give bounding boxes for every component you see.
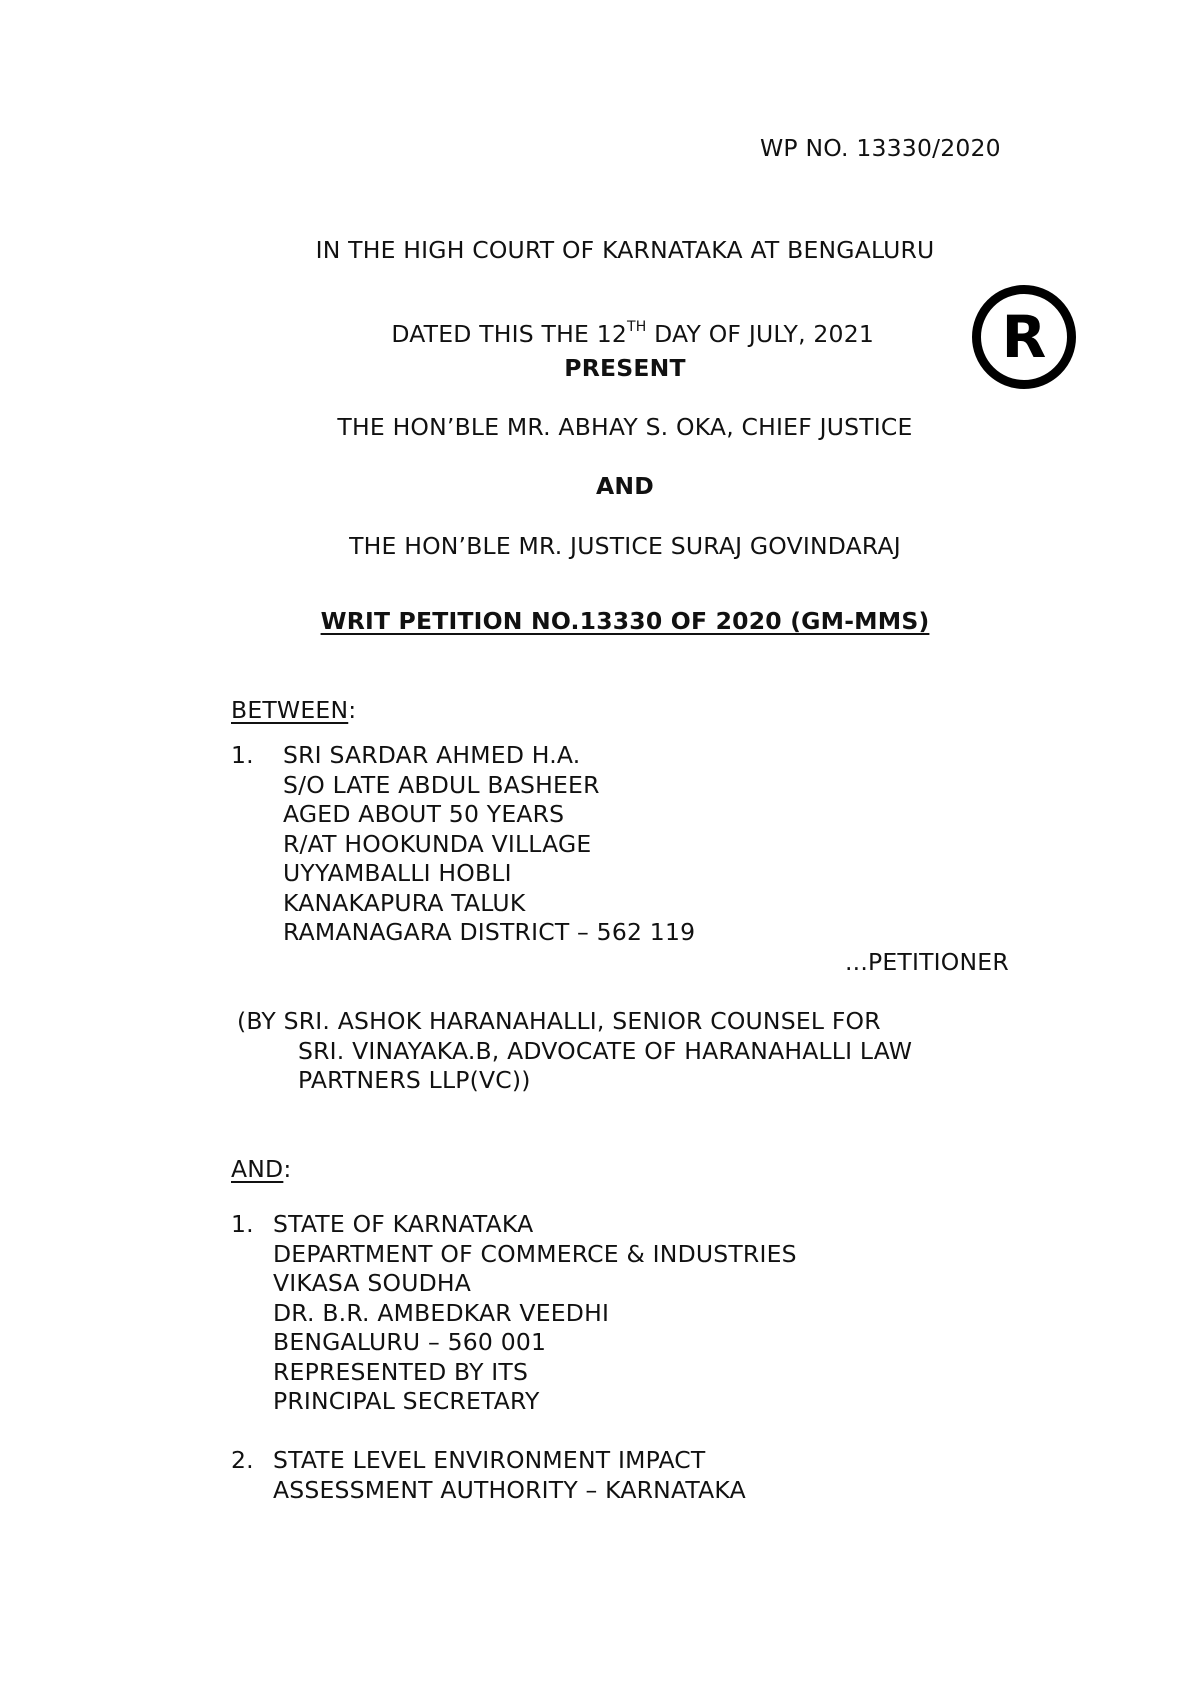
counsel-line: (BY SRI. ASHOK HARANAHALLI, SENIOR COUNSEL FOR	[237, 1007, 881, 1035]
respondent-line: REPRESENTED BY ITS	[273, 1358, 529, 1386]
date-suffix: DAY OF JULY, 2021	[646, 319, 875, 348]
and-label	[231, 1155, 292, 1183]
respondent-line: STATE OF KARNATAKA	[273, 1210, 534, 1238]
respondent-line: BENGALURU – 560 001	[273, 1328, 547, 1356]
petition-title: WRIT PETITION NO.13330 OF 2020 (GM-MMS)	[320, 607, 930, 635]
between-label	[231, 696, 357, 724]
between-colon: :	[348, 696, 357, 724]
respondent-line: STATE LEVEL ENVIRONMENT IMPACT	[273, 1446, 706, 1474]
petitioner-role: ...PETITIONER	[845, 948, 1009, 976]
respondent-line: VIKASA SOUDHA	[273, 1269, 472, 1297]
and-text: AND	[231, 1155, 284, 1183]
case-reference: WP NO. 13330/2020	[760, 134, 1001, 162]
petitioner-line: KANAKAPURA TALUK	[283, 889, 526, 917]
petitioner-line: RAMANAGARA DISTRICT – 562 119	[283, 918, 696, 946]
respondent-1-number: 1.	[231, 1210, 254, 1238]
and-heading: AND	[596, 472, 654, 500]
petitioner-line: SRI SARDAR AHMED H.A.	[283, 741, 581, 769]
respondent-line: DEPARTMENT OF COMMERCE & INDUSTRIES	[273, 1240, 797, 1268]
counsel-line: SRI. VINAYAKA.B, ADVOCATE OF HARANAHALLI LAW	[298, 1037, 913, 1065]
judge-1: THE HON’BLE MR. ABHAY S. OKA, CHIEF JUSTICE	[337, 413, 913, 441]
between-text: BETWEEN	[231, 696, 349, 724]
petitioner-line: UYYAMBALLI HOBLI	[283, 859, 512, 887]
judge-2: THE HON’BLE MR. JUSTICE SURAJ GOVINDARAJ	[349, 532, 901, 560]
court-name: IN THE HIGH COURT OF KARNATAKA AT BENGALURU	[315, 236, 935, 264]
respondent-line: PRINCIPAL SECRETARY	[273, 1387, 540, 1415]
petitioner-number: 1.	[231, 741, 254, 769]
respondent-line: DR. B.R. AMBEDKAR VEEDHI	[273, 1299, 610, 1327]
date-prefix: DATED THIS THE 12	[391, 319, 628, 348]
and-colon: :	[283, 1155, 292, 1183]
date-superscript: TH	[627, 318, 647, 335]
petitioner-line: S/O LATE ABDUL BASHEER	[283, 771, 600, 799]
respondent-line: ASSESSMENT AUTHORITY – KARNATAKA	[273, 1476, 746, 1504]
registered-mark-letter: R	[1001, 303, 1047, 371]
petitioner-line: R/AT HOOKUNDA VILLAGE	[283, 830, 592, 858]
respondent-2-number: 2.	[231, 1446, 254, 1474]
petitioner-line: AGED ABOUT 50 YEARS	[283, 800, 565, 828]
counsel-line: PARTNERS LLP(VC))	[298, 1066, 531, 1094]
present-heading: PRESENT	[564, 354, 686, 382]
